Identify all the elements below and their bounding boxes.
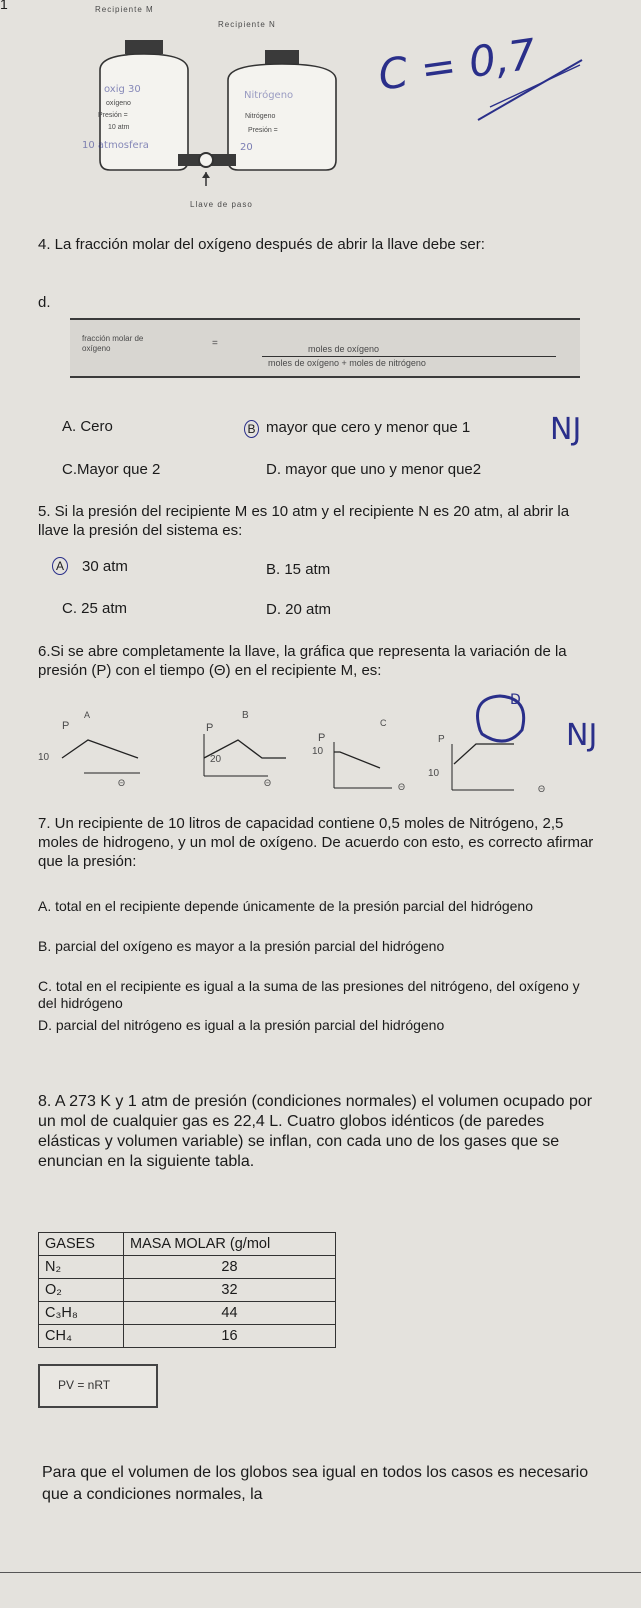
table-row: [39, 1279, 336, 1302]
graph-d-p: P: [438, 734, 445, 745]
graph-a-t: Θ: [118, 778, 126, 788]
q7-option-b: B. parcial del oxígeno es mayor a la presión parcial del hidrógeno: [38, 938, 445, 954]
gases-table: [38, 1232, 336, 1348]
corner-mark: 1: [0, 0, 8, 12]
q4-letter: d.: [38, 294, 51, 311]
m-line-1: oxígeno: [106, 100, 131, 107]
table-cell-gas: N₂: [39, 1256, 124, 1279]
q4-option-c: C.Mayor que 2: [62, 461, 161, 478]
q4-option-b-letter: B: [244, 420, 259, 438]
n-line-3: 20: [240, 142, 253, 153]
n-line-2: Presión =: [248, 127, 278, 134]
q5-option-c: C. 25 atm: [62, 600, 128, 617]
graph-b-letter: B: [242, 710, 249, 721]
graph-b: [182, 710, 302, 800]
graph-a-lines: [38, 710, 158, 800]
q4-option-d: D. mayor que uno y menor que2: [266, 461, 482, 478]
label-recipiente-m: Recipiente M: [95, 5, 154, 14]
frac-left: fracción molar de oxígeno: [82, 334, 144, 353]
graph-d-t: Θ: [538, 784, 546, 794]
q4-option-b: mayor que cero y menor que 1: [266, 419, 471, 436]
table-cell-gas: CH₄: [39, 1325, 124, 1348]
table-header-gases: GASES: [39, 1233, 124, 1256]
q4-option-a: A. Cero: [62, 418, 113, 435]
frac-denominator: moles de oxígeno + moles de nitrógeno: [268, 358, 426, 368]
q7-option-c: C. total en el recipiente es igual a la suma de las presiones del nitrógeno, del oxígeno y del hidrógeno: [38, 978, 580, 1011]
q7-option-d: D. parcial del nitrógeno es igual a la presión parcial del hidrógeno: [38, 1017, 445, 1033]
label-recipiente-n: Recipiente N: [218, 20, 276, 29]
n-handwriting: Nitrógeno: [244, 90, 294, 101]
m-handwriting-1: oxig 30: [104, 84, 141, 95]
bottom-divider: [0, 1572, 641, 1573]
q5-option-a-letter: A: [52, 557, 68, 575]
q7-text: 7. Un recipiente de 10 litros de capacidad contiene 0,5 moles de Nitrógeno, 2,5 moles de hidrogeno, y un mol de oxígeno. De acuerdo con esto, es correcto afirmar que la presión:: [38, 815, 594, 870]
handwritten-c-value: C = 0,7: [375, 29, 539, 100]
table-header-row: [39, 1233, 336, 1256]
table-header-molar-mass: MASA MOLAR (g/mol: [124, 1233, 336, 1256]
table-cell-gas: O₂: [39, 1279, 124, 1302]
formula-text: PV = nRT: [58, 1378, 111, 1392]
graph-a-level: 10: [38, 752, 50, 763]
graph-c-t: Θ: [398, 782, 406, 792]
m-handwriting-2: 10 atmosfera: [82, 140, 149, 151]
q5-option-a: 30 atm: [82, 558, 128, 575]
valve-label: Llave de paso: [190, 200, 253, 209]
q8-tail: Para que el volumen de los globos sea igual en todos los casos es necesario que a condiciones normales, la: [42, 1464, 589, 1503]
frac-line: [262, 356, 556, 357]
graph-b-level: 20: [210, 754, 222, 765]
table-cell-mass: 44: [124, 1302, 336, 1325]
m-line-3: 10 atm: [108, 124, 130, 131]
q8-text: 8. A 273 K y 1 atm de presión (condiciones normales) el volumen ocupado por un mol de cualquier gas es 22,4 L. Cuatro globos idénticos (de paredes elásticas y volumen variable) se inflan, con cada uno de los gases que se enuncian en la siguiente tabla.: [38, 1093, 593, 1170]
q5-option-b: B. 15 atm: [266, 561, 331, 578]
graph-d-level: 10: [428, 768, 440, 779]
n-line-1: Nitrógeno: [245, 113, 276, 120]
graph-d: [410, 690, 550, 805]
q6-text: 6.Si se abre completamente la llave, la gráfica que representa la variación de la presión (P) con el tiempo (Θ) en el recipiente M, es:: [38, 643, 567, 679]
graph-c-p: P: [318, 732, 326, 744]
table-cell-mass: 28: [124, 1256, 336, 1279]
m-line-2: Presión =: [98, 112, 128, 119]
frac-numerator: moles de oxígeno: [308, 344, 380, 354]
table-row: [39, 1256, 336, 1279]
frac-eq: =: [212, 338, 218, 349]
q4-mark: NJ: [550, 412, 582, 447]
table-cell-mass: 32: [124, 1279, 336, 1302]
table-cell-gas: C₃H₈: [39, 1302, 124, 1325]
table-row: [39, 1325, 336, 1348]
graph-d-lines: [410, 690, 550, 805]
q5-text: 5. Si la presión del recipiente M es 10 atm y el recipiente N es 20 atm, al abrir la llave la presión del sistema es:: [38, 503, 570, 539]
graph-a-letter: A: [84, 710, 91, 720]
container-diagram: [60, 0, 360, 215]
hand-strokes: [470, 25, 590, 125]
graph-a-p: P: [62, 720, 70, 732]
q4-text: 4. La fracción molar del oxígeno después de abrir la llave debe ser:: [38, 236, 485, 253]
graph-c-letter: C: [380, 718, 387, 728]
graph-a: [38, 710, 158, 800]
q5-option-d: D. 20 atm: [266, 601, 332, 618]
q6-mark: NJ: [566, 718, 598, 753]
graph-b-p: P: [206, 722, 214, 734]
table-cell-mass: 16: [124, 1325, 336, 1348]
graph-b-lines: [182, 710, 302, 800]
graph-d-letter: D: [510, 692, 521, 708]
containers-svg: [60, 0, 360, 215]
table-row: [39, 1302, 336, 1325]
graph-c-level: 10: [312, 746, 324, 757]
graph-b-t: Θ: [264, 778, 272, 788]
q7-option-a: A. total en el recipiente depende únicamente de la presión parcial del hidrógeno: [38, 898, 534, 914]
